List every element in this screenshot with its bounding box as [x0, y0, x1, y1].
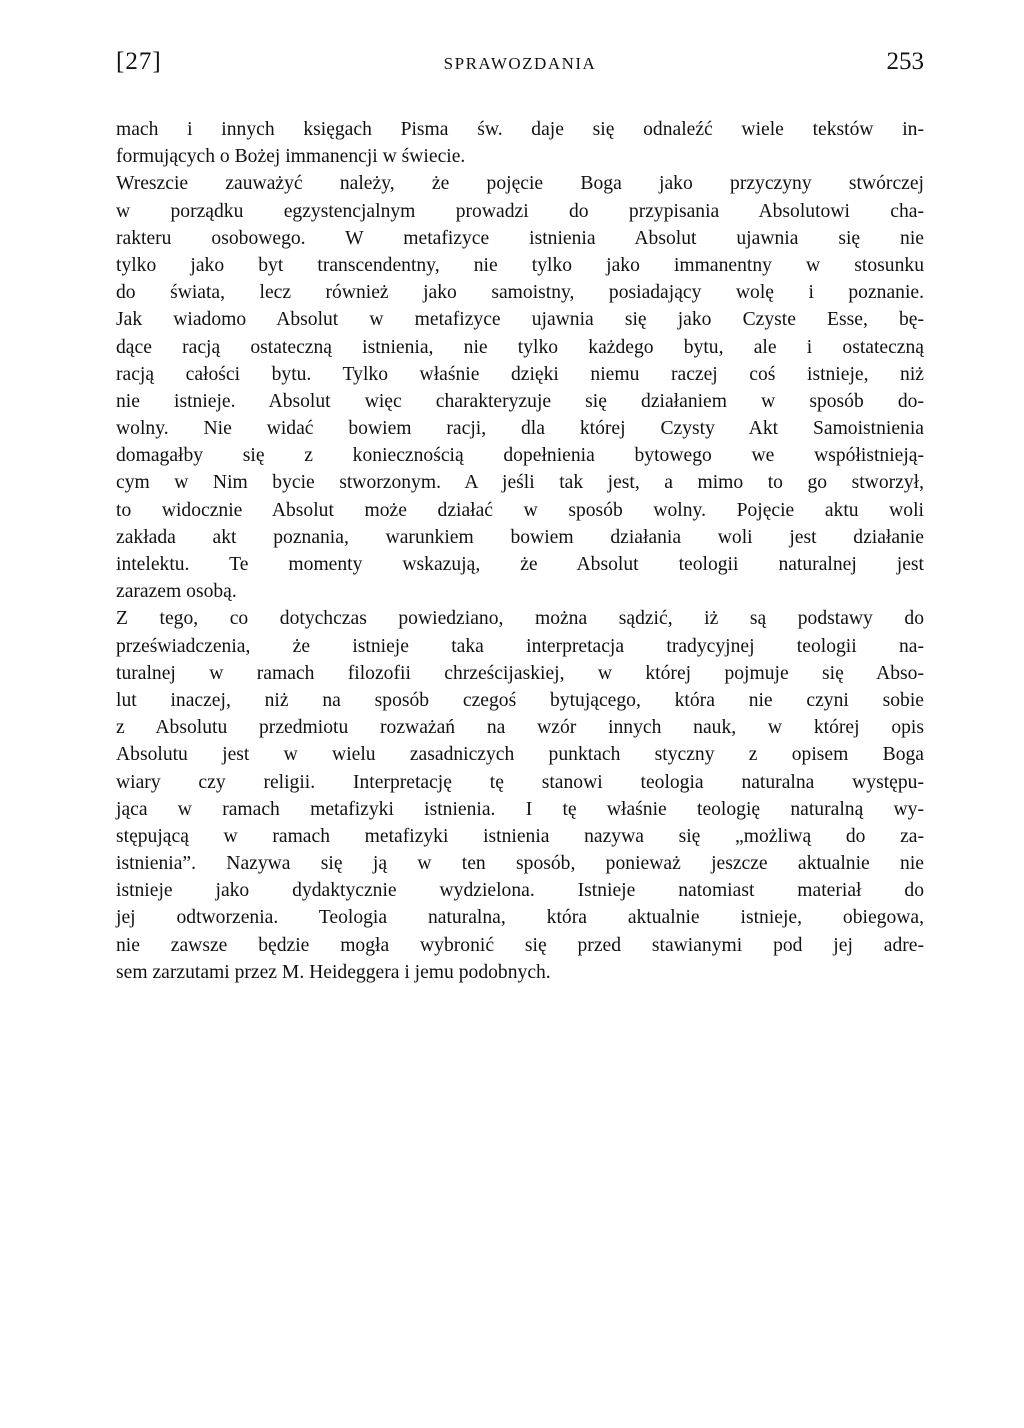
text-line: dące racją ostateczną istnienia, nie tylko każdego bytu, ale i ostateczną — [116, 336, 924, 358]
section-number: [27] — [116, 48, 162, 75]
text-line: intelektu. Te momenty wskazują, że Absolut teologii naturalnej jest — [116, 554, 924, 575]
text-line: Absolutu jest w wielu zasadniczych punktach styczny z opisem Boga — [116, 744, 924, 766]
text-line: sem zarzutami przez M. Heideggera i jemu podobnych. — [116, 961, 551, 983]
text-line: domagałby się z koniecznością dopełnienia bytowego we współistnieją- — [116, 445, 924, 467]
text-line: lut inaczej, niż na sposób czegoś bytującego, która nie czyni sobie — [116, 689, 924, 711]
text-line: zarazem osobą. — [116, 581, 237, 603]
text-line: tylko jako byt transcendentny, nie tylko jako immanentny w stosunku — [116, 254, 924, 276]
text-line: rakteru osobowego. W metafizyce istnienia Absolut ujawnia się nie — [116, 227, 924, 249]
text-line: jąca w ramach metafizyki istnienia. I tę właśnie teologię naturalną wy- — [116, 798, 924, 820]
text-line: Jak wiadomo Absolut w metafizyce ujawnia się jako Czyste Esse, bę- — [116, 309, 924, 331]
text-line: istnienia”. Nazywa się ją w ten sposób, ponieważ jeszcze aktualnie nie — [116, 853, 924, 875]
page-number: 253 — [886, 48, 924, 75]
text-line: to widocznie Absolut może działać w sposób wolny. Pojęcie aktu woli — [116, 499, 924, 521]
text-line: nie istnieje. Absolut więc charakteryzuje się działaniem w sposób do- — [116, 390, 924, 412]
text-line: wiary czy religii. Interpretację tę stanowi teologia naturalna występu- — [116, 771, 924, 793]
text-line: z Absolutu przedmiotu rozważań na wzór innych nauk, w której opis — [116, 717, 924, 739]
body-text — [116, 116, 924, 986]
text-line: turalnej w ramach filozofii chrześcijaskiej, w której pojmuje się Abso- — [116, 662, 924, 684]
text-line: wolny. Nie widać bowiem racji, dla której Czysty Akt Samoistnienia — [116, 418, 924, 440]
text-line: do świata, lecz również jako samoistny, posiadający wolę i poznanie. — [116, 282, 924, 304]
text-line: jej odtworzenia. Teologia naturalna, która aktualnie istnieje, obiegowa, — [116, 907, 924, 929]
text-line: mach i innych księgach Pisma św. daje się odnaleźć wiele tekstów in- — [116, 119, 924, 140]
text-line: Z tego, co dotychczas powiedziano, można sądzić, iż są podstawy do — [116, 608, 924, 630]
text-line: istnieje jako dydaktycznie wydzielona. Istnieje natomiast materiał do — [116, 880, 924, 902]
text-line: Wreszcie zauważyć należy, że pojęcie Boga jako przyczyny stwórczej — [116, 173, 924, 195]
text-line: formujących o Bożej immanencji w świecie. — [116, 146, 466, 168]
text-line: przeświadczenia, że istnieje taka interpretacja tradycyjnej teologii na- — [116, 635, 924, 657]
text-line: cym w Nim bycie stworzonym. A jeśli tak jest, a mimo to go stworzył, — [116, 472, 924, 494]
text-line: w porządku egzystencjalnym prowadzi do przypisania Absolutowi cha- — [116, 200, 924, 222]
text-line: nie zawsze będzie mogła wybronić się przed stawianymi pod jej adre- — [116, 934, 924, 956]
text-line: zakłada akt poznania, warunkiem bowiem działania woli jest działanie — [116, 526, 924, 548]
document-page — [116, 48, 924, 986]
journal-section-title: SPRAWOZDANIA — [443, 54, 597, 73]
text-line: racją całości bytu. Tylko właśnie dzięki niemu raczej coś istnieje, niż — [116, 363, 924, 385]
running-header — [116, 48, 924, 96]
text-line: stępującą w ramach metafizyki istnienia nazywa się „możliwą do za- — [116, 825, 924, 847]
